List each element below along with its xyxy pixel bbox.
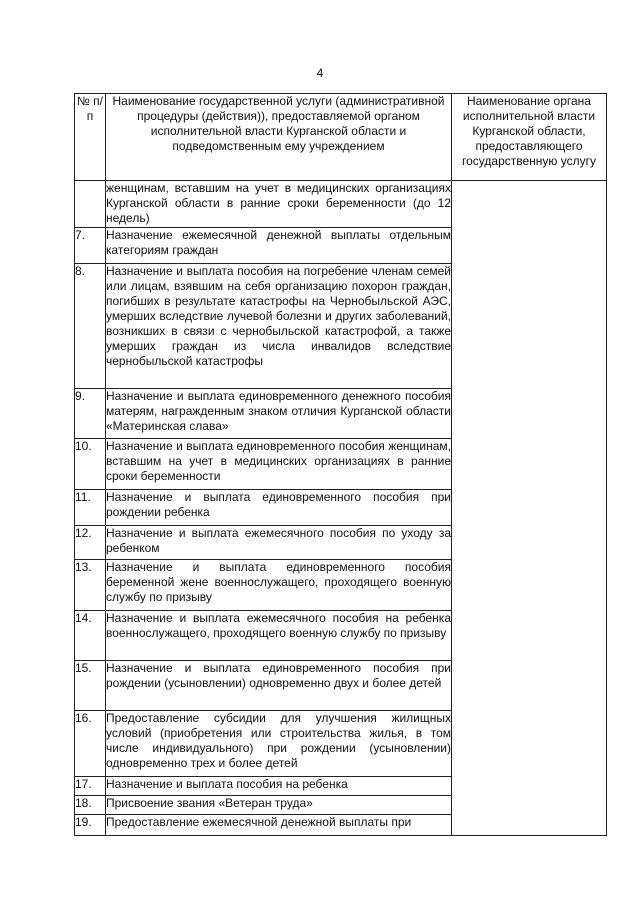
row-service-name: Назначение и выплата ежемесячного пособия на ребенка военнослужащего, проходящего военную службу по призыву xyxy=(106,611,452,661)
row-number: 14. xyxy=(75,611,106,661)
header-service-name: Наименование государственной услуги (административной процедуры (действия)), предоставляемой органом исполнительной власти Курганской области и подведомственным ему учреждением xyxy=(106,94,452,181)
row-number: 15. xyxy=(75,661,106,711)
row-number: 17. xyxy=(75,777,106,796)
header-authority-name: Наименование органа исполнительной власти Курганской области, предоставляющего государственную услугу xyxy=(452,94,607,181)
row-number: 12. xyxy=(75,526,106,560)
row-number: 11. xyxy=(75,490,106,526)
row-service-name: Назначение и выплата пособия на погребение членам семей или лицам, взявшим на себя организацию похорон граждан, погибших в результате катастрофы на Чернобыльской АЭС, умерших вследствие лучевой болезни и других заболеваний, возникших в связи с чернобыльской катастрофой, а также умерших граждан из числа инвалидов вследствие чернобыльской катастрофы xyxy=(106,264,452,389)
header-number: № п/п xyxy=(75,94,106,181)
row-service-name: Назначение и выплата единовременного пособия беременной жене военнослужащего, проходящего военную службу по призыву xyxy=(106,560,452,611)
row-service-name: Назначение ежемесячной денежной выплаты отдельным категориям граждан xyxy=(106,228,452,264)
row-number: 19. xyxy=(75,815,106,836)
row-service-name: Назначение и выплата единовременного пособия при рождении (усыновлении) одновременно двух и более детей xyxy=(106,661,452,711)
table-header-row xyxy=(75,94,607,181)
row-number: 8. xyxy=(75,264,106,389)
row-number: 9. xyxy=(75,389,106,439)
row-service-name: Назначение и выплата единовременного пособия женщинам, вставшим на учет в медицинских организациях в ранние сроки беременности xyxy=(106,439,452,490)
row-service-name: Назначение и выплата единовременного пособия при рождении ребенка xyxy=(106,490,452,526)
row-service-name: Предоставление ежемесячной денежной выплаты при xyxy=(106,815,452,836)
row-service-name: Присвоение звания «Ветеран труда» xyxy=(106,796,452,815)
row-service-name: Назначение и выплата ежемесячного пособия по уходу за ребенком xyxy=(106,526,452,560)
table-row xyxy=(75,181,607,228)
row-number: 13. xyxy=(75,560,106,611)
row-number: 7. xyxy=(75,228,106,264)
services-table xyxy=(74,93,607,836)
row-number: 16. xyxy=(75,711,106,777)
row-service-name: женщинам, вставшим на учет в медицинских организациях Курганской области в ранние сроки беременности (до 12 недель) xyxy=(106,181,452,228)
row-number xyxy=(75,181,106,228)
row-service-name: Предоставление субсидии для улучшения жилищных условий (приобретения или строительства жилья, в том числе индивидуального) при рождении (усыновлении) одновременно трех и более детей xyxy=(106,711,452,777)
row-number: 10. xyxy=(75,439,106,490)
authority-cell xyxy=(452,181,607,836)
page-number: 4 xyxy=(316,66,324,80)
row-number: 18. xyxy=(75,796,106,815)
row-service-name: Назначение и выплата пособия на ребенка xyxy=(106,777,452,796)
row-service-name: Назначение и выплата единовременного денежного пособия матерям, награжденным знаком отличия Курганской области «Материнская слава» xyxy=(106,389,452,439)
